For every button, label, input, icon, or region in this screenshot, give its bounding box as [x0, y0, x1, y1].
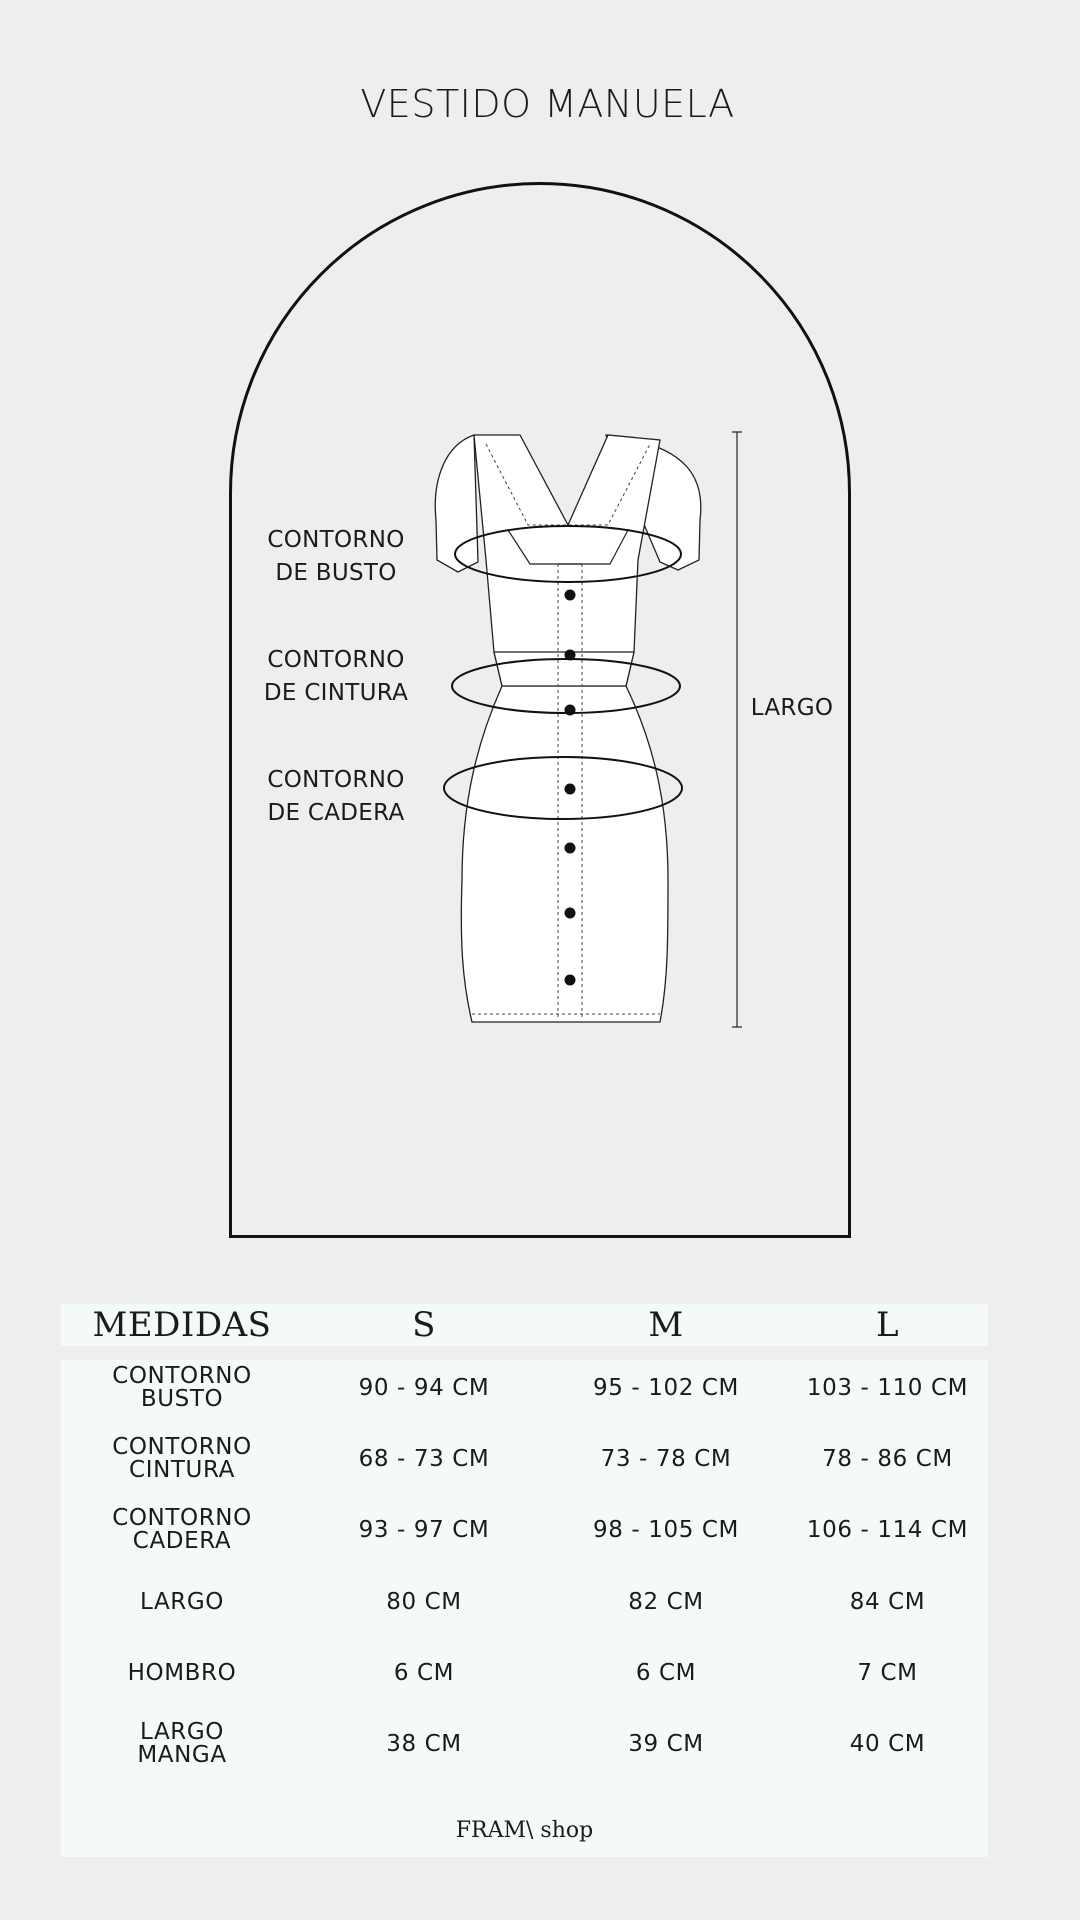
- table-cell: 73 - 78 CM: [600, 1445, 732, 1472]
- header-size-m: M: [648, 1305, 684, 1345]
- header-medidas: MEDIDAS: [92, 1305, 272, 1345]
- table-cell: 98 - 105 CM: [593, 1516, 739, 1543]
- row-label: CONTORNO BUSTO: [112, 1363, 252, 1412]
- table-cell: 40 CM: [849, 1730, 926, 1757]
- table-cell: 80 CM: [386, 1588, 462, 1615]
- table-cell: 6 CM: [635, 1659, 697, 1686]
- table-cell: 90 - 94 CM: [358, 1374, 490, 1401]
- table-cell: 82 CM: [628, 1588, 704, 1615]
- header-size-l: L: [875, 1305, 900, 1345]
- table-cell: 78 - 86 CM: [822, 1445, 953, 1472]
- brand-footer: FRAM\ shop: [455, 1818, 594, 1843]
- row-label: LARGO MANGA: [137, 1719, 227, 1768]
- table-cell: 93 - 97 CM: [358, 1516, 490, 1543]
- table-cell: 84 CM: [849, 1588, 926, 1615]
- page-title: VESTIDO MANUELA: [360, 82, 735, 126]
- table-cell: 39 CM: [628, 1730, 704, 1757]
- label-contorno-busto: CONTORNO DE BUSTO: [267, 527, 405, 586]
- row-label: HOMBRO: [127, 1659, 237, 1686]
- table-cell: 38 CM: [386, 1730, 462, 1757]
- table-cell: 7 CM: [857, 1659, 918, 1686]
- size-table-header: [61, 1304, 988, 1346]
- label-contorno-cadera: CONTORNO DE CADERA: [267, 767, 405, 826]
- row-label: CONTORNO CINTURA: [112, 1434, 252, 1483]
- size-table: [61, 1360, 988, 1857]
- table-cell: 95 - 102 CM: [593, 1374, 739, 1401]
- table-cell: 103 - 110 CM: [806, 1374, 969, 1401]
- table-cell: 68 - 73 CM: [358, 1445, 490, 1472]
- row-label: LARGO: [140, 1588, 224, 1615]
- label-largo: LARGO: [750, 695, 834, 721]
- table-cell: 106 - 114 CM: [806, 1516, 969, 1543]
- table-cell: 6 CM: [393, 1659, 455, 1686]
- row-label: CONTORNO CADERA: [112, 1505, 252, 1554]
- header-size-s: S: [412, 1305, 436, 1345]
- label-contorno-cintura: CONTORNO DE CINTURA: [263, 647, 409, 706]
